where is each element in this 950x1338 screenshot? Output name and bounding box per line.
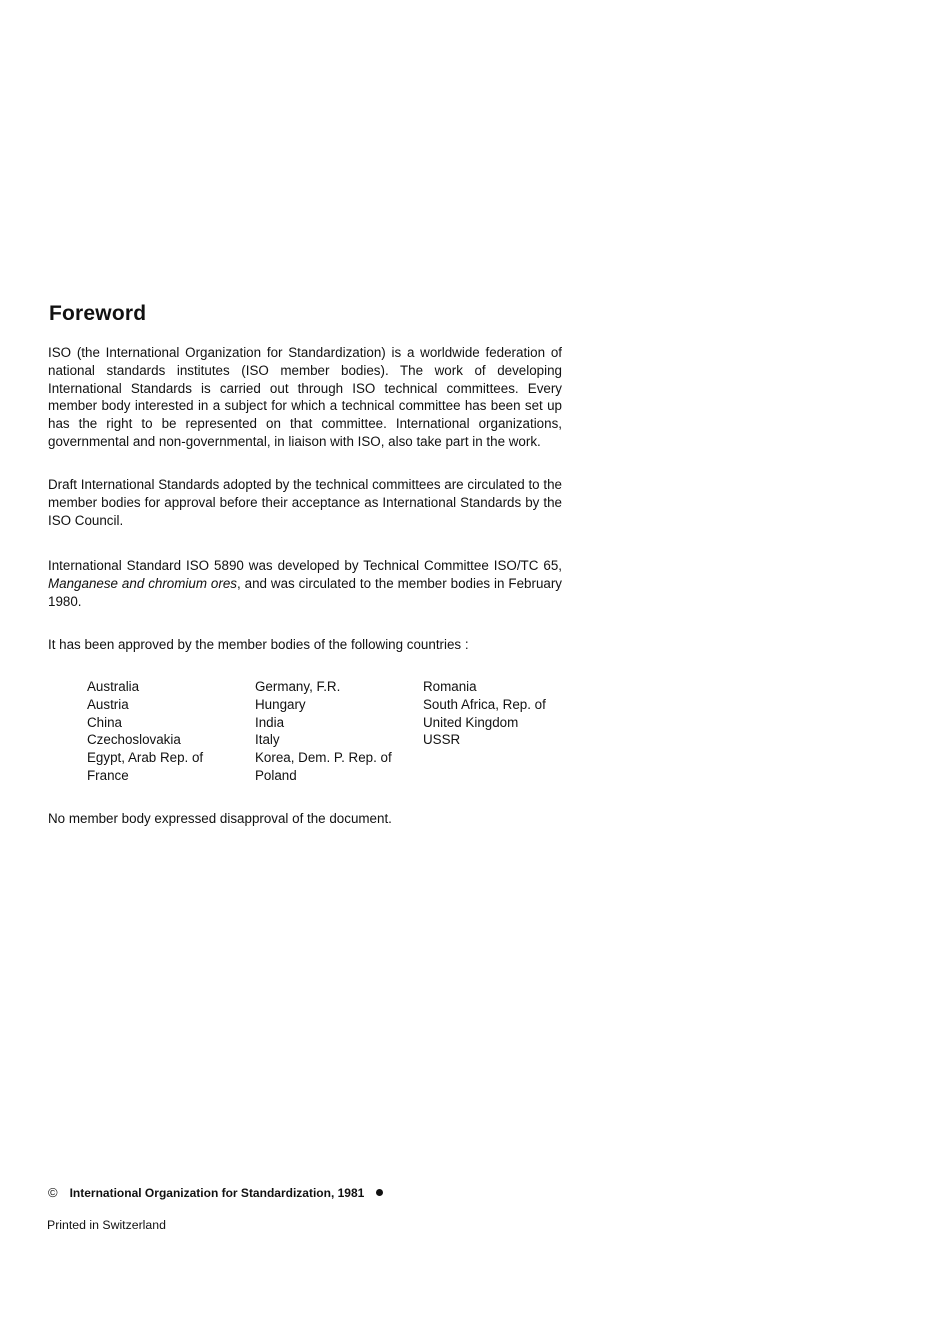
country-item: Australia xyxy=(87,679,140,694)
country-column-2 xyxy=(255,678,392,785)
foreword-paragraph-iso-intro: ISO (the International Organization for Standardization) is a worldwide federation of national standards institutes (ISO member bodies). The work of developing International Standards is carried out through ISO technical committees. Every member body interested in a subject for which a technical committee has been set up has the right to be represented on that committee. International organizations, governmental and non-governmental, in liaison with ISO, also take part in the work. xyxy=(48,345,562,449)
country-item: Egypt, Arab Rep. of xyxy=(87,750,204,766)
country-item: India xyxy=(255,714,285,730)
printed-location: Printed in Switzerland xyxy=(47,1218,166,1232)
country-item: Poland xyxy=(255,767,297,783)
foreword-paragraph-no-disapproval: No member body expressed disapproval of the document. xyxy=(48,811,392,826)
foreword-paragraph-standard-origin xyxy=(48,557,562,610)
foreword-paragraph-approval-intro: It has been approved by the member bodies of the following countries : xyxy=(48,637,469,652)
country-item: Czechoslovakia xyxy=(87,732,181,748)
country-item: USSR xyxy=(423,732,461,748)
foreword-paragraph-draft-standards: Draft International Standards adopted by the technical committees are circulated to the member bodies for approval before their acceptance as International Standards by the ISO Council. xyxy=(48,477,562,528)
country-item: Korea, Dem. P. Rep. of xyxy=(255,750,392,766)
country-item: Austria xyxy=(87,696,129,712)
page-title: Foreword xyxy=(49,302,147,325)
copyright-text: International Organization for Standardization, 1981 xyxy=(69,1186,365,1200)
country-column-1 xyxy=(87,678,203,785)
standard-origin-text-before: International Standard ISO 5890 was developed by Technical Committee ISO/TC 65, xyxy=(48,558,562,573)
country-item: South Africa, Rep. of xyxy=(423,696,546,712)
copyright-symbol: © xyxy=(48,1185,58,1200)
country-item: France xyxy=(87,767,129,783)
country-item: Italy xyxy=(255,732,280,748)
bullet-dot-icon xyxy=(376,1189,383,1196)
country-item: Hungary xyxy=(255,696,306,712)
committee-title-italic: Manganese and chromium ores xyxy=(48,575,237,591)
country-item: United Kingdom xyxy=(423,714,519,730)
standard-origin-text-after: , and was circulated to the member bodies in February 1980. xyxy=(48,575,562,609)
country-item: Romania xyxy=(423,679,477,694)
country-column-3 xyxy=(423,678,546,749)
country-item: Germany, F.R. xyxy=(255,679,341,694)
country-item: China xyxy=(87,714,122,730)
copyright-line xyxy=(48,1185,383,1200)
